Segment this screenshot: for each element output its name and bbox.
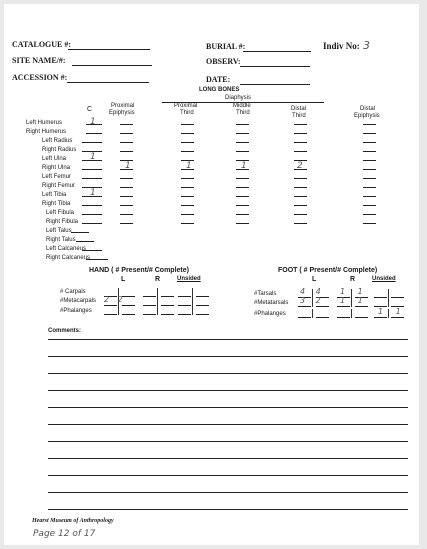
bone-label: Right Ulna bbox=[42, 165, 71, 171]
hand-blank bbox=[161, 314, 174, 315]
hand-row-label: #Metacarpals bbox=[60, 298, 97, 304]
prox-third-blank bbox=[181, 133, 194, 134]
foot-slash bbox=[388, 298, 389, 307]
mid-third-blank bbox=[236, 142, 249, 143]
dist-epi-blank bbox=[363, 187, 376, 188]
hand-title: HAND ( # Present/# Complete) bbox=[89, 267, 189, 274]
hand-metacarpals-l-value: 2 2 bbox=[104, 295, 126, 304]
c-mark: 1 bbox=[90, 188, 96, 198]
dist-third-blank bbox=[294, 151, 307, 152]
dist-third-blank bbox=[294, 196, 307, 197]
foot-tarsals-r-value: 1 1 bbox=[340, 287, 368, 296]
prox-epi-blank bbox=[120, 151, 133, 152]
c-blank bbox=[82, 142, 102, 143]
foot-metatarsals-r-value: 1 1 bbox=[340, 296, 368, 305]
mid-third-blank bbox=[236, 223, 249, 224]
prox-epi-blank bbox=[120, 133, 133, 134]
hand-col-r: R bbox=[155, 276, 161, 283]
foot-col-l: L bbox=[312, 276, 317, 283]
c-blank bbox=[86, 133, 102, 134]
mid-third-blank bbox=[236, 178, 249, 179]
bone-label: Left Femur bbox=[42, 174, 72, 180]
foot-blank bbox=[391, 317, 404, 318]
hand-blank bbox=[143, 296, 156, 297]
c-mark: 1 bbox=[90, 152, 96, 162]
dist-epi-blank bbox=[363, 223, 376, 224]
col-mid-third-header-1: Middle bbox=[233, 103, 251, 109]
col-dist-third-header-2: Third bbox=[292, 113, 306, 119]
comment-line bbox=[48, 441, 408, 442]
catalogue-label: CATALOGUE #: bbox=[12, 40, 72, 49]
comment-line bbox=[48, 492, 408, 493]
hand-blank bbox=[122, 305, 135, 306]
comment-line bbox=[48, 390, 408, 391]
dist-epi-blank bbox=[363, 124, 376, 125]
foot-blank bbox=[316, 306, 329, 307]
mid-third-blank bbox=[236, 214, 249, 215]
foot-tarsals-l-value: 4 4 bbox=[300, 287, 325, 296]
foot-blank bbox=[355, 306, 368, 307]
accession-label: ACCESSION #: bbox=[12, 73, 68, 82]
hand-blank bbox=[178, 305, 191, 306]
diaphysis-label: Diaphysis bbox=[225, 95, 252, 101]
prox-epi-blank bbox=[120, 142, 133, 143]
bone-label: Right Talus bbox=[46, 237, 76, 243]
bone-label: Left Humerus bbox=[26, 120, 63, 126]
col-dist-third-header-1: Distal bbox=[291, 106, 307, 112]
mid-third-blank bbox=[236, 187, 249, 188]
prox-third-blank bbox=[181, 178, 194, 179]
bone-label: Left Tibia bbox=[42, 192, 67, 198]
mid-third-blank bbox=[236, 151, 249, 152]
foot-metatarsals-l-value: 3 2 bbox=[300, 296, 325, 305]
hand-blank bbox=[178, 296, 191, 297]
hand-blank bbox=[178, 314, 191, 315]
dist-epi-blank bbox=[363, 196, 376, 197]
bone-label: Left Ulna bbox=[42, 156, 67, 162]
foot-slash bbox=[388, 289, 389, 298]
dist-epi-blank bbox=[363, 142, 376, 143]
c-blank bbox=[82, 223, 102, 224]
dist-third-blank bbox=[294, 187, 307, 188]
mid-third-blank bbox=[236, 196, 249, 197]
foot-phalanges-unsided-value: 1 1 bbox=[378, 307, 406, 316]
bone-label: Right Femur bbox=[42, 183, 76, 189]
c-blank bbox=[82, 250, 102, 251]
col-prox-third-header-2: Third bbox=[180, 110, 194, 116]
bone-label: Left Radius bbox=[42, 138, 73, 144]
mid-third-blank bbox=[236, 124, 249, 125]
date-label: DATE: bbox=[206, 75, 231, 84]
mid-third-mark: 1 bbox=[241, 161, 247, 171]
comment-line bbox=[48, 356, 408, 357]
col-prox-third-header-1: Proximal bbox=[174, 103, 198, 109]
c-mark: 1 bbox=[90, 117, 96, 127]
indiv-label: Indiv No: bbox=[323, 41, 360, 51]
date-line bbox=[240, 84, 310, 85]
dist-third-blank bbox=[294, 223, 307, 224]
hand-blank bbox=[196, 314, 209, 315]
dist-epi-blank bbox=[363, 169, 376, 170]
prox-third-blank bbox=[181, 196, 194, 197]
foot-blank bbox=[337, 317, 350, 318]
foot-blank bbox=[355, 317, 368, 318]
c-blank bbox=[82, 214, 102, 215]
c-blank bbox=[82, 205, 102, 206]
observ-label: OBSERV: bbox=[206, 57, 241, 66]
page-note: Page 12 of 17 bbox=[33, 529, 96, 539]
recording-form-page bbox=[4, 4, 419, 545]
hand-slash bbox=[157, 288, 158, 297]
hand-slash bbox=[157, 306, 158, 315]
bone-label: Right Humerus bbox=[26, 129, 67, 135]
hand-blank bbox=[143, 314, 156, 315]
bone-label: Left Fibula bbox=[46, 210, 75, 216]
foot-row-label: #Phalanges bbox=[254, 311, 286, 317]
comment-line bbox=[48, 339, 408, 340]
hand-slash bbox=[157, 297, 158, 306]
prox-third-blank bbox=[181, 142, 194, 143]
hand-blank bbox=[143, 305, 156, 306]
hand-blank bbox=[104, 314, 117, 315]
foot-blank bbox=[298, 306, 311, 307]
dist-third-blank bbox=[294, 124, 307, 125]
col-c-header: C bbox=[87, 106, 93, 113]
col-dist-epi-header-2: Epiphysis bbox=[354, 113, 380, 119]
long-bones-title: LONG BONES bbox=[199, 87, 240, 93]
hand-blank bbox=[196, 305, 209, 306]
dist-epi-blank bbox=[363, 178, 376, 179]
dist-epi-blank bbox=[363, 160, 376, 161]
catalogue-line bbox=[68, 49, 150, 50]
prox-third-blank bbox=[181, 151, 194, 152]
dist-third-blank bbox=[294, 133, 307, 134]
foot-blank bbox=[391, 297, 404, 298]
hand-blank bbox=[122, 314, 135, 315]
prox-third-blank bbox=[181, 223, 194, 224]
c-blank bbox=[71, 232, 89, 233]
foot-col-r: R bbox=[350, 276, 356, 283]
hand-col-l: L bbox=[121, 276, 126, 283]
mid-third-blank bbox=[236, 205, 249, 206]
foot-slash bbox=[351, 309, 352, 318]
prox-third-blank bbox=[181, 187, 194, 188]
bone-label: Left Calcaneus bbox=[46, 246, 87, 252]
col-mid-third-header-2: Third bbox=[236, 110, 250, 116]
bone-label: Right Radius bbox=[42, 147, 77, 153]
hand-blank bbox=[196, 296, 209, 297]
site-name-line bbox=[72, 65, 152, 66]
c-blank bbox=[82, 169, 102, 170]
col-dist-epi-header-1: Distal bbox=[360, 106, 376, 112]
comments-label: Comments: bbox=[48, 328, 82, 334]
prox-epi-blank bbox=[120, 178, 133, 179]
burial-line bbox=[243, 51, 311, 52]
hand-col-unsided: Unsided bbox=[177, 276, 201, 282]
foot-blank bbox=[316, 317, 329, 318]
prox-third-blank bbox=[181, 205, 194, 206]
dist-third-mark: 2 bbox=[297, 161, 303, 171]
burial-label: BURIAL #: bbox=[206, 42, 246, 51]
foot-blank bbox=[374, 317, 387, 318]
c-blank bbox=[86, 259, 108, 260]
bone-label: Right Calcaneus bbox=[46, 255, 91, 261]
c-blank bbox=[76, 241, 94, 242]
dist-epi-blank bbox=[363, 133, 376, 134]
hand-blank bbox=[161, 305, 174, 306]
hand-row-label: # Carpals bbox=[60, 289, 86, 295]
hand-slash bbox=[118, 306, 119, 315]
comment-line bbox=[48, 475, 408, 476]
hand-blank bbox=[161, 296, 174, 297]
hand-row-label: #Phalanges bbox=[60, 308, 92, 314]
hand-slash bbox=[192, 297, 193, 306]
comment-line bbox=[48, 407, 408, 408]
col-prox-epi-header-1: Proximal bbox=[111, 103, 135, 109]
dist-third-blank bbox=[294, 214, 307, 215]
dist-epi-blank bbox=[363, 151, 376, 152]
comment-line bbox=[48, 373, 408, 374]
prox-epi-blank bbox=[120, 214, 133, 215]
bone-label: Left Talus bbox=[46, 228, 72, 234]
foot-row-label: #Metatarsals bbox=[254, 300, 289, 306]
hand-slash bbox=[192, 288, 193, 297]
foot-blank bbox=[337, 306, 350, 307]
foot-col-unsided: Unsided bbox=[372, 276, 396, 282]
comment-line bbox=[48, 424, 408, 425]
prox-third-blank bbox=[181, 124, 194, 125]
comment-line bbox=[48, 509, 408, 510]
prox-epi-blank bbox=[120, 187, 133, 188]
prox-epi-blank bbox=[120, 196, 133, 197]
indiv-value: 3 bbox=[363, 39, 370, 52]
foot-slash bbox=[312, 309, 313, 318]
foot-blank bbox=[298, 317, 311, 318]
col-prox-epi-header-2: Epiphysis bbox=[109, 110, 135, 116]
dist-third-blank bbox=[294, 142, 307, 143]
observ-line bbox=[240, 66, 310, 67]
hand-slash bbox=[192, 306, 193, 315]
hand-blank bbox=[104, 305, 117, 306]
site-name-label: SITE NAME/#: bbox=[12, 56, 66, 65]
museum-footer: Hearst Museum of Anthropology bbox=[32, 518, 114, 524]
comment-line bbox=[48, 458, 408, 459]
bone-label: Right Tibia bbox=[42, 201, 71, 207]
c-blank bbox=[82, 178, 102, 179]
dist-epi-blank bbox=[363, 214, 376, 215]
prox-third-blank bbox=[181, 214, 194, 215]
prox-epi-mark: 1 bbox=[125, 161, 131, 171]
dist-third-blank bbox=[294, 178, 307, 179]
accession-line bbox=[67, 82, 149, 83]
foot-row-label: #Tarsals bbox=[254, 291, 277, 297]
prox-epi-blank bbox=[120, 205, 133, 206]
prox-third-mark: 1 bbox=[186, 161, 192, 171]
dist-epi-blank bbox=[363, 205, 376, 206]
foot-title: FOOT ( # Present/# Complete) bbox=[278, 267, 378, 274]
dist-third-blank bbox=[294, 205, 307, 206]
mid-third-blank bbox=[236, 133, 249, 134]
foot-blank bbox=[374, 297, 387, 298]
prox-epi-blank bbox=[120, 223, 133, 224]
bone-label: Right Fibula bbox=[46, 219, 79, 225]
prox-epi-blank bbox=[120, 124, 133, 125]
